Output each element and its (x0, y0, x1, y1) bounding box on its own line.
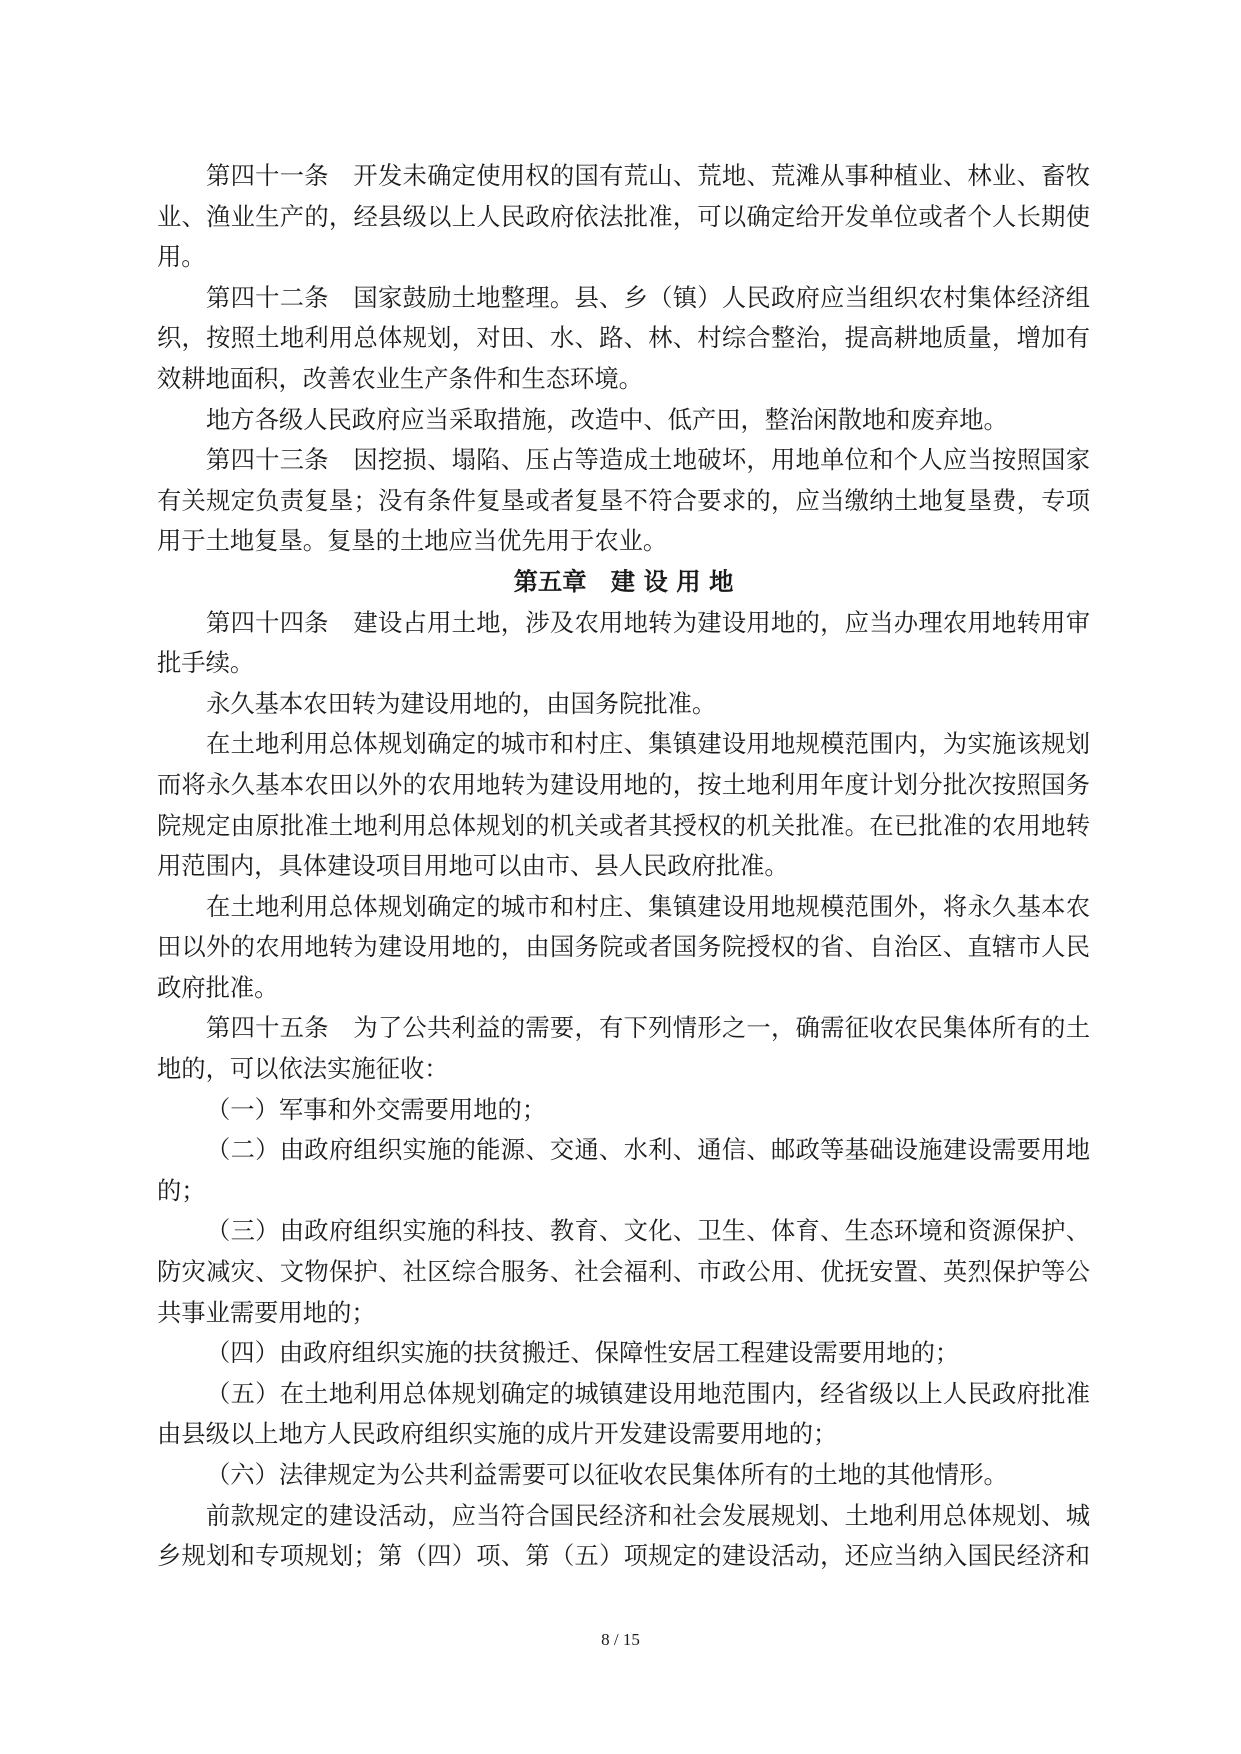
text-line: 第四十四条 建设占用土地，涉及农用地转为建设用地的，应当办理农用地转用审 (206, 607, 1090, 637)
text-line: 用范围内，具体建设项目用地可以由市、县人民政府批准。 (157, 851, 789, 881)
text-line: 地的，可以依法实施征收： (157, 1054, 449, 1084)
text-line: 在土地利用总体规划确定的城市和村庄、集镇建设用地规模范围内，为实施该规划 (206, 729, 1090, 759)
paragraph (157, 1090, 1090, 1131)
text-line: 乡规划和专项规划；第（四）项、第（五）项规定的建设活动，还应当纳入国民经济和 (157, 1541, 1090, 1571)
text-line: 织，按照土地利用总体规划，对田、水、路、林、村综合整治，提高耕地质量，增加有 (157, 323, 1090, 353)
text-line: 防灾减灾、文物保护、社区综合服务、社会福利、市政公用、优抚安置、英烈保护等公 (157, 1257, 1090, 1287)
text-line: 由县级以上地方人民政府组织实施的成片开发建设需要用地的； (157, 1419, 838, 1449)
paragraph (157, 1008, 1090, 1089)
paragraph (157, 156, 1090, 278)
text-line: （三）由政府组织实施的科技、教育、文化、卫生、体育、生态环境和资源保护、 (206, 1216, 1090, 1246)
document-body (157, 156, 1090, 1577)
paragraph (157, 887, 1090, 1009)
text-line: （四）由政府组织实施的扶贫搬迁、保障性安居工程建设需要用地的； (206, 1338, 960, 1368)
text-line: （五）在土地利用总体规划确定的城镇建设用地范围内，经省级以上人民政府批准 (206, 1378, 1090, 1408)
text-line: 第四十五条 为了公共利益的需要，有下列情形之一，确需征收农民集体所有的土 (206, 1013, 1090, 1043)
text-line: 第四十三条 因挖损、塌陷、压占等造成土地破坏，用地单位和个人应当按照国家 (206, 445, 1090, 475)
text-line: 政府批准。 (157, 972, 279, 1002)
text-line: 有关规定负责复垦；没有条件复垦或者复垦不符合要求的，应当缴纳土地复垦费，专项 (157, 485, 1090, 515)
text-line: 用。 (157, 242, 206, 272)
text-line: 共事业需要用地的； (157, 1297, 376, 1327)
paragraph (157, 278, 1090, 400)
text-line: 的； (157, 1175, 206, 1205)
page-number: 8 / 15 (601, 1630, 640, 1649)
paragraph (157, 1496, 1090, 1577)
text-line: 在土地利用总体规划确定的城市和村庄、集镇建设用地规模范围外，将永久基本农 (206, 891, 1090, 921)
text-line: 前款规定的建设活动，应当符合国民经济和社会发展规划、土地利用总体规划、城 (206, 1500, 1090, 1530)
paragraph (157, 724, 1090, 886)
text-line: 效耕地面积，改善农业生产条件和生态环境。 (157, 363, 643, 393)
chapter-title-text: 第五章 建 设 用 地 (513, 566, 734, 596)
text-line: 而将永久基本农田以外的农用地转为建设用地的，按土地利用年度计划分批次按照国务 (157, 769, 1090, 799)
paragraph (157, 684, 1090, 725)
paragraph (157, 1455, 1090, 1496)
paragraph (157, 1130, 1090, 1211)
chapter-title (157, 562, 1090, 603)
paragraph (157, 400, 1090, 441)
text-line: 第四十二条 国家鼓励土地整理。县、乡（镇）人民政府应当组织农村集体经济组 (206, 282, 1090, 312)
paragraph (157, 1333, 1090, 1374)
text-line: 批手续。 (157, 648, 255, 678)
text-line: 地方各级人民政府应当采取措施，改造中、低产田，整治闲散地和废弃地。 (206, 404, 1008, 434)
text-line: 业、渔业生产的，经县级以上人民政府依法批准，可以确定给开发单位或者个人长期使 (157, 201, 1090, 231)
paragraph (157, 440, 1090, 562)
text-line: （六）法律规定为公共利益需要可以征收农民集体所有的土地的其他情形。 (206, 1460, 1008, 1489)
paragraph (157, 1211, 1090, 1333)
text-line: 院规定由原批准土地利用总体规划的机关或者其授权的机关批准。在已批准的农用地转 (157, 810, 1090, 840)
text-line: 用于土地复垦。复垦的土地应当优先用于农业。 (157, 526, 668, 556)
paragraph (157, 603, 1090, 684)
text-line: （二）由政府组织实施的能源、交通、水利、通信、邮政等基础设施建设需要用地 (206, 1135, 1090, 1165)
text-line: （一）军事和外交需要用地的； (206, 1094, 547, 1124)
text-line: 永久基本农田转为建设用地的，由国务院批准。 (206, 688, 717, 718)
text-line: 第四十一条 开发未确定使用权的国有荒山、荒地、荒滩从事种植业、林业、畜牧 (206, 161, 1090, 190)
paragraph (157, 1374, 1090, 1455)
text-line: 田以外的农用地转为建设用地的，由国务院或者国务院授权的省、自治区、直辖市人民 (157, 932, 1090, 962)
